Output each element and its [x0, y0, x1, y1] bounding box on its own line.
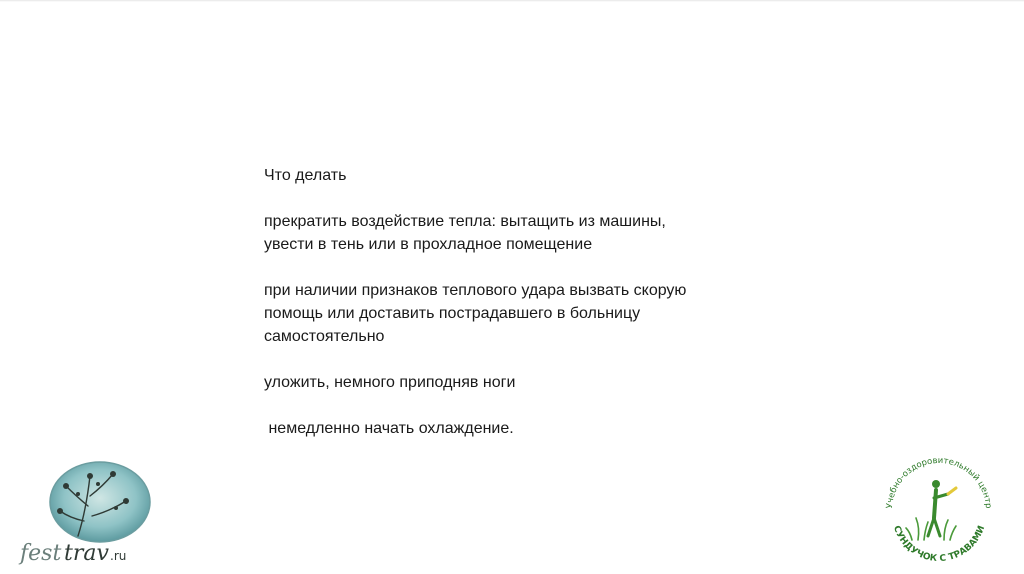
- paragraph-start-cooling: немедленно начать охлаждение.: [264, 420, 514, 437]
- spacer: [264, 187, 784, 210]
- spacer: [264, 256, 784, 279]
- spacer: [264, 348, 784, 371]
- logo-text-trav: trav: [64, 541, 109, 566]
- slide-top-edge: [0, 0, 1024, 2]
- festtrav-logo: [18, 456, 168, 568]
- spacer: [264, 394, 784, 417]
- paragraph-call-ambulance: при наличии признаков теплового удара вызвать скорую помощь или доставить пострадавшего в больницу самостоятельно: [264, 282, 687, 345]
- paragraph-remove-heat: прекратить воздействие тепла: вытащить из машины, увести в тень или в прохладное помещение: [264, 213, 666, 253]
- paragraph-lay-down: уложить, немного приподняв ноги: [264, 374, 516, 391]
- logo-arc-bottom-text: СУНДУЧОК С ТРАВАМИ: [890, 524, 988, 565]
- slide-text-body: [264, 164, 784, 440]
- logo-arc-top-text: Учебно-оздоровительный центр: [884, 455, 994, 509]
- logo-text-ru: .ru: [110, 549, 127, 563]
- sunduchok-logo: [878, 448, 1000, 566]
- logo-figure: [928, 480, 956, 536]
- logo-text-fest: fest: [20, 541, 62, 566]
- slide-heading: Что делать: [264, 167, 347, 184]
